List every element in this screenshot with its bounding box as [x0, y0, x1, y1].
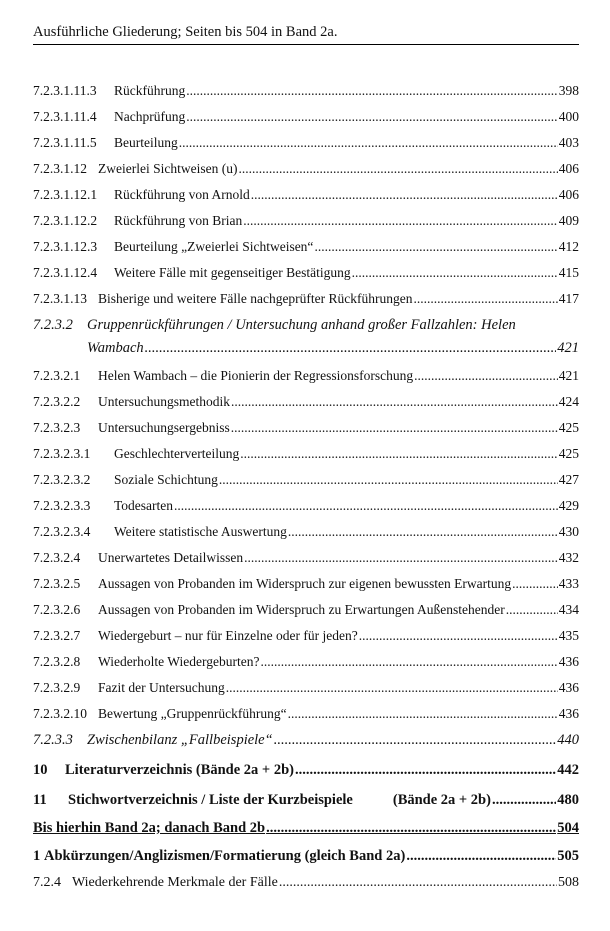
toc-number: 7.2.3.1.11.3: [33, 83, 97, 98]
toc-title: Nachprüfung: [114, 109, 186, 124]
toc-leader: [288, 705, 558, 722]
toc-leader: [244, 549, 558, 566]
toc-title: Abkürzungen/Anglizismen/Formatierung (gleich Band 2a): [44, 848, 406, 864]
toc-page: 433: [558, 576, 579, 591]
toc-number: 7.2.3.2.3.4: [33, 524, 91, 539]
toc-page: 505: [557, 848, 579, 864]
toc-number: 7.2.3.2.8: [33, 654, 81, 669]
toc-leader: [260, 653, 557, 670]
toc-leader: [295, 762, 556, 779]
toc-page: 400: [558, 109, 579, 124]
toc-entry-7-2-3-1-11-4[interactable]: [33, 108, 579, 125]
toc-title: Weitere Fälle mit gegenseitiger Bestätigung: [114, 265, 351, 280]
toc-page: 436: [558, 706, 579, 721]
toc-number: 7.2.3.2.7: [33, 628, 81, 643]
toc-page: 421: [558, 368, 579, 383]
toc-number: 7.2.3.2.9: [33, 680, 81, 695]
toc-entry-7-2-3-1-12-2[interactable]: [33, 212, 579, 229]
toc-leader: [238, 160, 557, 177]
toc-number: 7.2.3.2.3.1: [33, 446, 91, 461]
toc-entry-7-2-3-3[interactable]: [33, 732, 579, 749]
toc-entry-7-2-3-1-11-5[interactable]: [33, 134, 579, 151]
toc-entry-7-2-3-1-11-3[interactable]: [33, 82, 579, 99]
toc-page: 424: [558, 394, 579, 409]
toc-number: 7.2.3.1.12: [33, 161, 87, 176]
toc-leader: [279, 874, 557, 891]
toc-number: 11: [33, 792, 47, 808]
toc-leader: [174, 497, 558, 514]
toc-leader: [274, 732, 557, 749]
toc-title: Unerwartetes Detailwissen: [98, 550, 244, 565]
toc-leader: [314, 238, 557, 255]
toc-title: Rückführung von Arnold: [114, 187, 250, 202]
toc-entry-7-2-3-2-2[interactable]: [33, 393, 579, 410]
toc-leader: [251, 186, 558, 203]
toc-entry-7-2-3-2-3-4[interactable]: [33, 523, 579, 540]
toc-number: 7.2.3.2.10: [33, 706, 87, 721]
toc-page: 440: [557, 732, 579, 748]
toc-page: 508: [558, 875, 579, 890]
toc-page: 412: [558, 239, 579, 254]
toc-title: Bis hierhin Band 2a; danach Band 2b: [33, 820, 266, 836]
toc-entry-11[interactable]: [33, 792, 579, 809]
toc-leader: [359, 627, 558, 644]
toc-page: 434: [558, 602, 579, 617]
toc-number: 7.2.3.2: [33, 317, 73, 333]
toc-title: Stichwortverzeichnis / Liste der Kurzbeispiele: [68, 792, 353, 808]
toc-number: 7.2.3.2.3.3: [33, 498, 91, 513]
toc-leader: [414, 290, 558, 307]
toc-page: 415: [558, 265, 579, 280]
toc-entry-7-2-3-1-12-4[interactable]: [33, 264, 579, 281]
toc-entry-7-2-3-1-12[interactable]: [33, 160, 579, 177]
toc-entry-7-2-3-2-1[interactable]: [33, 367, 579, 384]
toc-number: 7.2.3.2.1: [33, 368, 81, 383]
toc-leader: [231, 419, 558, 436]
toc-page: 436: [558, 680, 579, 695]
toc-leader: [186, 108, 558, 125]
toc-leader: [179, 134, 558, 151]
toc-number: 7.2.3.2.6: [33, 602, 81, 617]
toc-entry-7-2-3-2-3-2[interactable]: [33, 471, 579, 488]
toc-page: 403: [558, 135, 579, 150]
toc-number: 7.2.3.1.11.5: [33, 135, 97, 150]
toc-page: 421: [557, 340, 579, 356]
toc-leader: [288, 523, 558, 540]
toc-number: 7.2.3.1.12.2: [33, 213, 98, 228]
toc-number: 7.2.3.2.3.2: [33, 472, 91, 487]
toc-page: 406: [558, 161, 579, 176]
toc-entry-7-2-3-1-13[interactable]: [33, 290, 579, 307]
toc-title: Untersuchungsmethodik: [98, 394, 230, 409]
toc-number: 7.2.3.2.5: [33, 576, 81, 591]
toc-entry-band-split[interactable]: [33, 820, 579, 837]
toc-leader: [240, 445, 558, 462]
toc-title: Beurteilung „Zweierlei Sichtweisen“: [114, 239, 314, 254]
toc-leader: [145, 340, 557, 357]
toc-title: Rückführung von Brian: [114, 213, 243, 228]
toc-number: 7.2.3.3: [33, 732, 73, 748]
toc-leader: [506, 601, 558, 618]
toc-page: 436: [558, 654, 579, 669]
toc-title: Wiederkehrende Merkmale der Fälle: [72, 875, 278, 890]
toc-entry-7-2-3-2-3-3[interactable]: [33, 497, 579, 514]
page-header: Ausführliche Gliederung; Seiten bis 504 in Band 2a.: [33, 24, 579, 45]
toc-page: 429: [558, 498, 579, 513]
toc-entry-7-2-3-2[interactable]: [33, 340, 579, 357]
toc-number: 7.2.3.1.11.4: [33, 109, 97, 124]
toc-page: 417: [558, 291, 579, 306]
toc-number: 1: [33, 848, 41, 864]
toc-leader: [492, 792, 556, 809]
toc-page: 442: [557, 762, 579, 778]
toc-title: Bisherige und weitere Fälle nachgeprüfter Rückführungen: [98, 291, 413, 306]
toc-title: Wiedergeburt – nur für Einzelne oder für jeden?: [98, 628, 358, 643]
toc-title: Zwischenbilanz „Fallbeispiele“: [87, 732, 273, 748]
toc-entry-7-2-3-1-12-3[interactable]: [33, 238, 579, 255]
toc-title: Aussagen von Probanden im Widerspruch zu Erwartungen Außenstehender: [98, 602, 505, 617]
toc-number: 7.2.3.1.13: [33, 291, 87, 306]
toc-leader: [186, 82, 558, 99]
toc-entry-7-2-3-2-3[interactable]: [33, 419, 579, 436]
toc-leader: [226, 679, 558, 696]
toc-title-extra: (Bände 2a + 2b): [392, 792, 491, 808]
toc-title: Helen Wambach – die Pionierin der Regressionsforschung: [98, 368, 414, 383]
toc-page: 427: [558, 472, 579, 487]
toc-entry-7-2-3-1-12-1[interactable]: [33, 186, 579, 203]
toc-entry-7-2-3-2-8[interactable]: [33, 653, 579, 670]
toc-leader: [414, 367, 558, 384]
toc-number: 7.2.3.1.12.4: [33, 265, 98, 280]
toc-title: Beurteilung: [114, 135, 178, 150]
toc-entry-7-2-3-2-4[interactable]: [33, 549, 579, 566]
toc-title: Soziale Schichtung: [114, 472, 218, 487]
toc-leader: [512, 575, 558, 592]
toc-entry-7-2-3-2-9[interactable]: [33, 679, 579, 696]
toc-number: 7.2.3.2.4: [33, 550, 81, 565]
toc-page: 430: [558, 524, 579, 539]
toc-page: 435: [558, 628, 579, 643]
toc-number: 7.2.3.2.3: [33, 420, 81, 435]
toc-title: Literaturverzeichnis (Bände 2a + 2b): [65, 762, 294, 778]
toc-title: Wiederholte Wiedergeburten?: [98, 654, 260, 669]
toc-title: Zweierlei Sichtweisen (u): [98, 161, 238, 176]
toc-leader: [406, 848, 556, 865]
toc-title: Untersuchungsergebniss: [98, 420, 230, 435]
toc-number: 7.2.3.1.12.3: [33, 239, 98, 254]
toc-title: Weitere statistische Auswertung: [114, 524, 287, 539]
toc-page: 398: [558, 83, 579, 98]
toc-page: 504: [557, 820, 579, 836]
toc-page: 406: [558, 187, 579, 202]
toc-title: Aussagen von Probanden im Widerspruch zur eigenen bewussten Erwartung: [98, 576, 512, 591]
toc-number: 10: [33, 762, 48, 778]
toc-entry-7-2-3-2-6[interactable]: [33, 601, 579, 618]
toc-title-line1: Gruppenrückführungen / Untersuchung anhand großer Fallzahlen: Helen: [87, 317, 516, 333]
toc-number: 7.2.3.1.12.1: [33, 187, 98, 202]
toc-page: 432: [558, 550, 579, 565]
toc-page: 480: [557, 792, 579, 808]
toc-title: Todesarten: [114, 498, 174, 513]
toc-entry-7-2-3-2-7[interactable]: [33, 627, 579, 644]
toc-title: Fazit der Untersuchung: [98, 680, 225, 695]
toc-page: 425: [558, 446, 579, 461]
toc-entry-7-2-4[interactable]: [33, 874, 579, 891]
toc-page: 425: [558, 420, 579, 435]
toc-entry-7-2-3-2-line1[interactable]: [33, 317, 579, 334]
toc-number: 7.2.3.2.2: [33, 394, 81, 409]
toc-leader: [219, 471, 558, 488]
toc-number: 7.2.4: [33, 875, 61, 890]
toc-page: 409: [558, 213, 579, 228]
toc-entry-10[interactable]: [33, 762, 579, 779]
toc-title: Rückführung: [114, 83, 186, 98]
toc-entry-1[interactable]: [33, 848, 579, 865]
toc-title: Bewertung „Gruppenrückführung“: [98, 706, 287, 721]
toc-title: Geschlechterverteilung: [114, 446, 240, 461]
toc-entry-7-2-3-2-5[interactable]: [33, 575, 579, 592]
toc-title: Wambach: [87, 340, 144, 356]
toc-entry-7-2-3-2-10[interactable]: [33, 705, 579, 722]
toc-leader: [231, 393, 558, 410]
toc-leader: [243, 212, 558, 229]
toc-leader: [266, 820, 556, 837]
toc-entry-7-2-3-2-3-1[interactable]: [33, 445, 579, 462]
toc-leader: [352, 264, 558, 281]
